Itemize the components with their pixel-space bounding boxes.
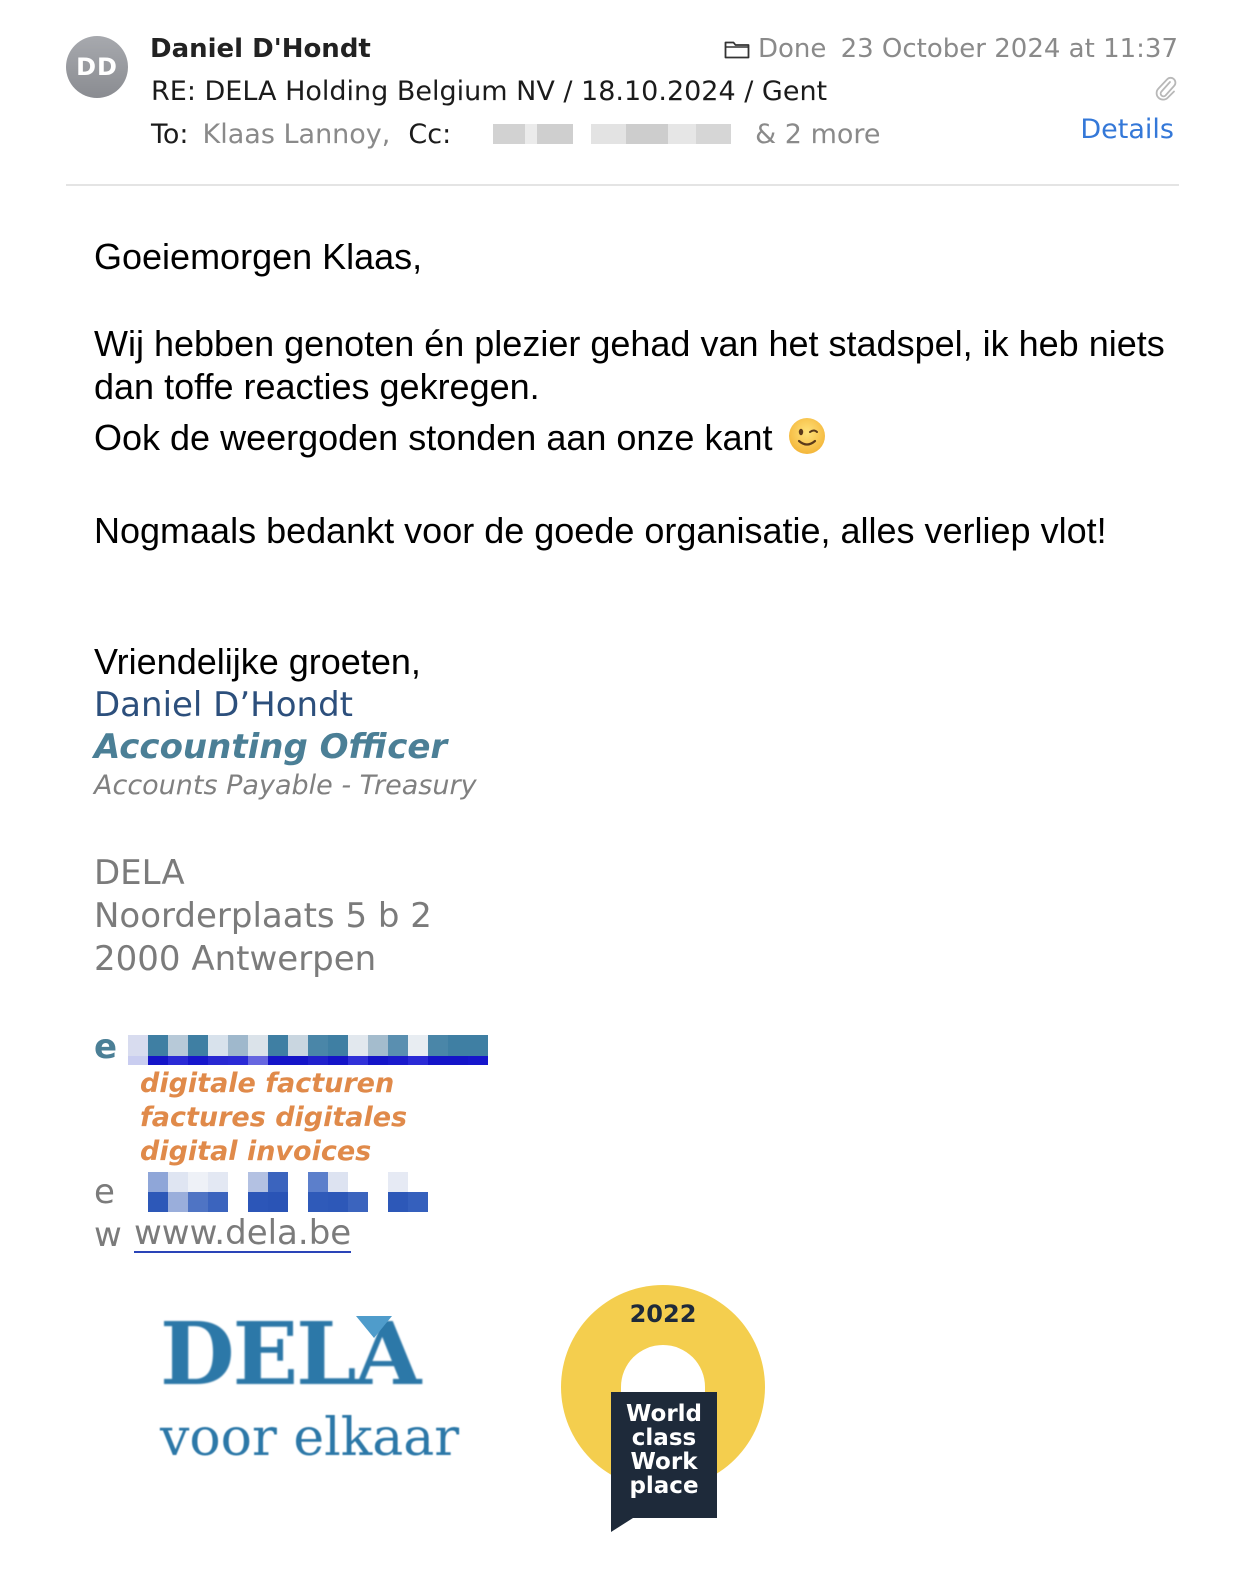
dela-logo bbox=[160, 1304, 480, 1470]
dela-triangle-icon bbox=[356, 1316, 392, 1338]
details-link[interactable]: Details bbox=[1080, 114, 1174, 145]
email-address-1-redacted[interactable] bbox=[128, 1035, 488, 1065]
sender-avatar[interactable]: DD bbox=[66, 36, 128, 98]
email-address-2-redacted[interactable] bbox=[148, 1172, 428, 1212]
mailbox-folder[interactable] bbox=[724, 34, 826, 64]
folder-icon bbox=[724, 39, 750, 59]
body-paragraph-1: Wij hebben genoten én plezier gehad van het stadspel, ik heb niets dan toffe reacties gekregen. bbox=[94, 323, 1165, 407]
recipients-line bbox=[151, 119, 881, 150]
badge-year: 2022 bbox=[629, 1300, 697, 1328]
cc-recipient-redacted[interactable] bbox=[493, 124, 573, 144]
email-subject: RE: DELA Holding Belgium NV / 18.10.2024 / Gent bbox=[151, 76, 828, 107]
greeting-text: Goeiemorgen Klaas, bbox=[94, 236, 423, 277]
body-paragraph-3: Nogmaals bedankt voor de goede organisatie, alles verliep vlot! bbox=[94, 510, 1107, 551]
body-paragraph-2-text: Ook de weergoden stonden aan onze kant bbox=[94, 417, 773, 458]
invoice-line-3: digital invoices bbox=[140, 1136, 372, 1167]
dela-logo-tagline: voor elkaar bbox=[160, 1408, 460, 1468]
signature-department: Accounts Payable - Treasury bbox=[94, 770, 477, 801]
folder-name: Done bbox=[758, 34, 827, 64]
attachment-paperclip-icon[interactable] bbox=[1154, 76, 1178, 102]
closing-text: Vriendelijke groeten, bbox=[94, 641, 421, 682]
body-paragraph-2 bbox=[94, 416, 1194, 460]
world-class-workplace-badge bbox=[560, 1284, 770, 1534]
signature-title: Accounting Officer bbox=[94, 727, 448, 767]
invoice-line-2: factures digitales bbox=[140, 1102, 408, 1133]
header-divider bbox=[66, 184, 1179, 186]
dela-logo-wordmark: DELA bbox=[160, 1304, 420, 1405]
more-recipients-link[interactable]: & 2 more bbox=[755, 119, 881, 150]
signature-street: Noorderplaats 5 b 2 bbox=[94, 896, 432, 936]
signature-name: Daniel D’Hondt bbox=[94, 685, 354, 725]
website-link[interactable]: www.dela.be bbox=[134, 1213, 352, 1253]
signature-city: 2000 Antwerpen bbox=[94, 939, 377, 979]
badge-text: World class Work place bbox=[625, 1401, 703, 1499]
cc-label: Cc: bbox=[408, 119, 452, 150]
email-date: 23 October 2024 at 11:37 bbox=[840, 34, 1178, 64]
email-label-2: e bbox=[94, 1172, 115, 1212]
website-label: w bbox=[94, 1215, 122, 1255]
cc-recipient-redacted[interactable] bbox=[591, 124, 731, 144]
email-label-1: e bbox=[94, 1027, 118, 1067]
to-recipient[interactable]: Klaas Lannoy, bbox=[202, 119, 391, 150]
to-label: To: bbox=[151, 119, 189, 150]
invoice-line-1: digitale facturen bbox=[140, 1068, 395, 1099]
sender-name[interactable]: Daniel D'Hondt bbox=[150, 34, 371, 64]
signature-company: DELA bbox=[94, 853, 185, 893]
winking-face-emoji-icon bbox=[787, 416, 827, 456]
